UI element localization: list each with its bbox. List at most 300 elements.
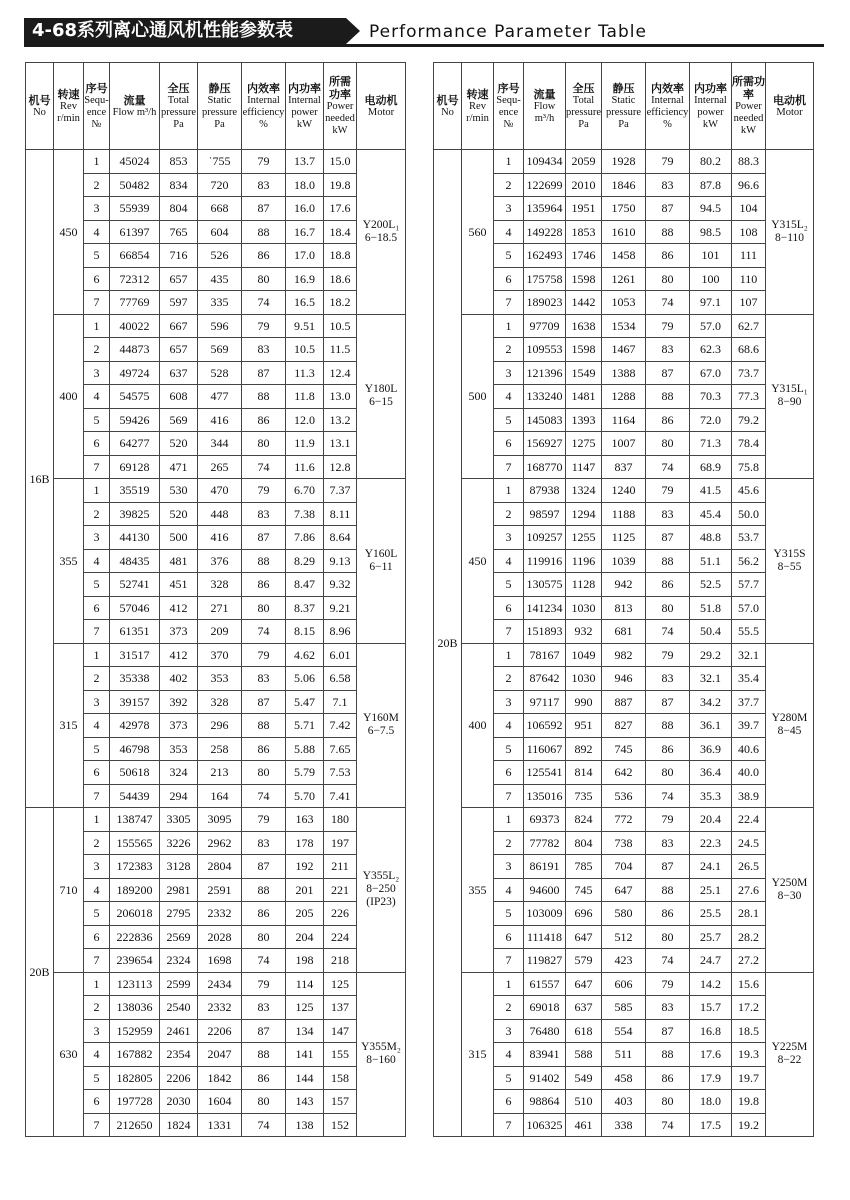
total-pressure-cell: 1324 xyxy=(566,479,602,503)
seq-cell: 2 xyxy=(84,831,110,855)
power-needed-cell: 147 xyxy=(324,1019,357,1043)
seq-cell: 5 xyxy=(494,408,524,432)
total-pressure-cell: 588 xyxy=(566,1043,602,1067)
efficiency-cell: 80 xyxy=(242,267,286,291)
power-needed-cell: 50.0 xyxy=(732,502,766,526)
efficiency-cell: 79 xyxy=(646,643,690,667)
flow-cell: 97117 xyxy=(524,690,566,714)
seq-cell: 3 xyxy=(84,855,110,879)
power-needed-cell: 152 xyxy=(324,1113,357,1137)
static-pressure-cell: 745 xyxy=(602,737,646,761)
efficiency-cell: 79 xyxy=(646,479,690,503)
static-pressure-cell: 2332 xyxy=(198,902,242,926)
rev-cell: 355 xyxy=(54,479,84,644)
total-pressure-cell: 1638 xyxy=(566,314,602,338)
power-needed-cell: 157 xyxy=(324,1090,357,1114)
header-en: Power needed kW xyxy=(325,101,355,136)
power-needed-cell: 27.6 xyxy=(732,878,766,902)
seq-cell: 2 xyxy=(84,502,110,526)
power-needed-cell: 11.5 xyxy=(324,338,357,362)
seq-cell: 4 xyxy=(494,385,524,409)
efficiency-cell: 86 xyxy=(242,902,286,926)
total-pressure-cell: 657 xyxy=(160,338,198,362)
static-pressure-cell: 2962 xyxy=(198,831,242,855)
flow-cell: 50482 xyxy=(110,173,160,197)
header-cn: 全压 xyxy=(167,81,190,95)
total-pressure-cell: 1393 xyxy=(566,408,602,432)
internal-power-cell: 62.3 xyxy=(690,338,732,362)
seq-cell: 4 xyxy=(494,549,524,573)
internal-power-cell: 87.8 xyxy=(690,173,732,197)
static-pressure-cell: 536 xyxy=(602,784,646,808)
power-needed-cell: 68.6 xyxy=(732,338,766,362)
seq-cell: 1 xyxy=(84,643,110,667)
header-col-motor xyxy=(766,63,814,150)
header-cn: 流量 xyxy=(533,87,556,101)
seq-cell: 5 xyxy=(84,737,110,761)
table-row xyxy=(26,643,406,667)
header-col-static xyxy=(198,63,242,150)
total-pressure-cell: 814 xyxy=(566,761,602,785)
seq-cell: 2 xyxy=(494,667,524,691)
static-pressure-cell: 1698 xyxy=(198,949,242,973)
flow-cell: 106592 xyxy=(524,714,566,738)
power-needed-cell: 78.4 xyxy=(732,432,766,456)
flow-cell: 212650 xyxy=(110,1113,160,1137)
internal-power-cell: 114 xyxy=(286,972,324,996)
power-needed-cell: 12.8 xyxy=(324,455,357,479)
power-needed-cell: 15.6 xyxy=(732,972,766,996)
power-needed-cell: 24.5 xyxy=(732,831,766,855)
internal-power-cell: 72.0 xyxy=(690,408,732,432)
flow-cell: 106325 xyxy=(524,1113,566,1137)
header-en: Rev r/min xyxy=(466,100,489,124)
header-row xyxy=(434,63,814,150)
total-pressure-cell: 696 xyxy=(566,902,602,926)
total-pressure-cell: 1951 xyxy=(566,197,602,221)
internal-power-cell: 41.5 xyxy=(690,479,732,503)
power-needed-cell: 18.5 xyxy=(732,1019,766,1043)
seq-cell: 3 xyxy=(494,690,524,714)
total-pressure-cell: 745 xyxy=(566,878,602,902)
total-pressure-cell: 2461 xyxy=(160,1019,198,1043)
power-needed-cell: 77.3 xyxy=(732,385,766,409)
flow-cell: 40022 xyxy=(110,314,160,338)
seq-cell: 6 xyxy=(494,1090,524,1114)
flow-cell: 76480 xyxy=(524,1019,566,1043)
header-en: Motor xyxy=(367,106,395,118)
power-needed-cell: 56.2 xyxy=(732,549,766,573)
efficiency-cell: 83 xyxy=(242,831,286,855)
seq-cell: 2 xyxy=(84,996,110,1020)
efficiency-cell: 87 xyxy=(646,361,690,385)
header-en: No xyxy=(33,106,46,118)
flow-cell: 59426 xyxy=(110,408,160,432)
seq-cell: 3 xyxy=(494,526,524,550)
total-pressure-cell: 834 xyxy=(160,173,198,197)
table-row xyxy=(434,150,814,174)
seq-cell: 2 xyxy=(494,173,524,197)
header-col-power xyxy=(690,63,732,150)
internal-power-cell: 16.7 xyxy=(286,220,324,244)
seq-cell: 4 xyxy=(84,714,110,738)
internal-power-cell: 5.47 xyxy=(286,690,324,714)
internal-power-cell: 71.3 xyxy=(690,432,732,456)
efficiency-cell: 79 xyxy=(242,808,286,832)
static-pressure-cell: 328 xyxy=(198,573,242,597)
header-cn: 机号 xyxy=(436,93,459,107)
seq-cell: 2 xyxy=(84,338,110,362)
seq-cell: 1 xyxy=(84,150,110,174)
rev-cell: 400 xyxy=(462,643,494,808)
seq-cell: 3 xyxy=(84,361,110,385)
efficiency-cell: 88 xyxy=(242,878,286,902)
static-pressure-cell: 738 xyxy=(602,831,646,855)
static-pressure-cell: 1331 xyxy=(198,1113,242,1137)
total-pressure-cell: 2981 xyxy=(160,878,198,902)
power-needed-cell: 7.65 xyxy=(324,737,357,761)
static-pressure-cell: 720 xyxy=(198,173,242,197)
total-pressure-cell: 2030 xyxy=(160,1090,198,1114)
static-pressure-cell: 827 xyxy=(602,714,646,738)
efficiency-cell: 80 xyxy=(242,925,286,949)
header-cn: 静压 xyxy=(208,81,231,95)
power-needed-cell: 37.7 xyxy=(732,690,766,714)
power-needed-cell: 13.0 xyxy=(324,385,357,409)
efficiency-cell: 80 xyxy=(242,761,286,785)
flow-cell: 52741 xyxy=(110,573,160,597)
efficiency-cell: 74 xyxy=(242,949,286,973)
power-needed-cell: 13.2 xyxy=(324,408,357,432)
header-col-static xyxy=(602,63,646,150)
static-pressure-cell: 1240 xyxy=(602,479,646,503)
seq-cell: 3 xyxy=(494,197,524,221)
flow-cell: 94600 xyxy=(524,878,566,902)
efficiency-cell: 74 xyxy=(646,1113,690,1137)
header-col-rev xyxy=(462,63,494,150)
seq-cell: 7 xyxy=(84,455,110,479)
total-pressure-cell: 892 xyxy=(566,737,602,761)
static-pressure-cell: 448 xyxy=(198,502,242,526)
seq-cell: 3 xyxy=(494,1019,524,1043)
flow-cell: 135016 xyxy=(524,784,566,808)
rev-cell: 560 xyxy=(462,150,494,315)
machine-number-cell: 20B xyxy=(26,808,54,1137)
power-needed-cell: 18.6 xyxy=(324,267,357,291)
rev-cell: 710 xyxy=(54,808,84,973)
static-pressure-cell: 3095 xyxy=(198,808,242,832)
header-en: Internal efficiency % xyxy=(646,94,689,130)
efficiency-cell: 86 xyxy=(242,1066,286,1090)
static-pressure-cell: 258 xyxy=(198,737,242,761)
efficiency-cell: 83 xyxy=(646,831,690,855)
header-cn: 序号 xyxy=(497,81,520,95)
total-pressure-cell: 451 xyxy=(160,573,198,597)
seq-cell: 2 xyxy=(494,338,524,362)
flow-cell: 138747 xyxy=(110,808,160,832)
total-pressure-cell: 637 xyxy=(160,361,198,385)
efficiency-cell: 88 xyxy=(646,385,690,409)
header-cn: 序号 xyxy=(85,81,108,95)
efficiency-cell: 87 xyxy=(242,197,286,221)
header-cn: 内效率 xyxy=(247,81,280,95)
power-needed-cell: 13.1 xyxy=(324,432,357,456)
power-needed-cell: 35.4 xyxy=(732,667,766,691)
table-row xyxy=(26,314,406,338)
total-pressure-cell: 647 xyxy=(566,972,602,996)
internal-power-cell: 32.1 xyxy=(690,667,732,691)
flow-cell: 156927 xyxy=(524,432,566,456)
efficiency-cell: 74 xyxy=(242,1113,286,1137)
header-en: Power needed kW xyxy=(733,101,764,136)
static-pressure-cell: 271 xyxy=(198,596,242,620)
total-pressure-cell: 2354 xyxy=(160,1043,198,1067)
power-needed-cell: 73.7 xyxy=(732,361,766,385)
flow-cell: 133240 xyxy=(524,385,566,409)
static-pressure-cell: 1053 xyxy=(602,291,646,315)
power-needed-cell: 88.3 xyxy=(732,150,766,174)
rev-cell: 315 xyxy=(54,643,84,808)
seq-cell: 3 xyxy=(84,526,110,550)
header-col-eff xyxy=(646,63,690,150)
efficiency-cell: 80 xyxy=(646,432,690,456)
internal-power-cell: 51.8 xyxy=(690,596,732,620)
internal-power-cell: 25.7 xyxy=(690,925,732,949)
internal-power-cell: 134 xyxy=(286,1019,324,1043)
total-pressure-cell: 618 xyxy=(566,1019,602,1043)
motor-cell: Y355M₂ 8−160 xyxy=(357,972,406,1137)
header-cn: 转速 xyxy=(57,87,80,101)
efficiency-cell: 83 xyxy=(242,667,286,691)
seq-cell: 2 xyxy=(494,996,524,1020)
efficiency-cell: 79 xyxy=(242,643,286,667)
flow-cell: 119827 xyxy=(524,949,566,973)
flow-cell: 78167 xyxy=(524,643,566,667)
header-col-seq xyxy=(84,63,110,150)
internal-power-cell: 17.9 xyxy=(690,1066,732,1090)
power-needed-cell: 9.13 xyxy=(324,549,357,573)
flow-cell: 189200 xyxy=(110,878,160,902)
header-en: Total pressure Pa xyxy=(161,94,196,130)
static-pressure-cell: 1007 xyxy=(602,432,646,456)
efficiency-cell: 87 xyxy=(646,197,690,221)
static-pressure-cell: 580 xyxy=(602,902,646,926)
total-pressure-cell: 1598 xyxy=(566,338,602,362)
flow-cell: 151893 xyxy=(524,620,566,644)
flow-cell: 130575 xyxy=(524,573,566,597)
efficiency-cell: 80 xyxy=(646,596,690,620)
motor-cell: Y315S 8−55 xyxy=(766,479,814,644)
internal-power-cell: 141 xyxy=(286,1043,324,1067)
seq-cell: 5 xyxy=(84,408,110,432)
efficiency-cell: 79 xyxy=(646,972,690,996)
flow-cell: 97709 xyxy=(524,314,566,338)
title-en: Performance Parameter Table xyxy=(369,22,647,42)
flow-cell: 168770 xyxy=(524,455,566,479)
seq-cell: 4 xyxy=(494,714,524,738)
efficiency-cell: 83 xyxy=(646,502,690,526)
rev-cell: 355 xyxy=(462,808,494,973)
seq-cell: 7 xyxy=(494,455,524,479)
total-pressure-cell: 520 xyxy=(160,502,198,526)
flow-cell: 121396 xyxy=(524,361,566,385)
seq-cell: 7 xyxy=(84,620,110,644)
internal-power-cell: 34.2 xyxy=(690,690,732,714)
flow-cell: 46798 xyxy=(110,737,160,761)
total-pressure-cell: 1481 xyxy=(566,385,602,409)
flow-cell: 87642 xyxy=(524,667,566,691)
internal-power-cell: 8.37 xyxy=(286,596,324,620)
efficiency-cell: 74 xyxy=(646,620,690,644)
power-needed-cell: 12.4 xyxy=(324,361,357,385)
internal-power-cell: 4.62 xyxy=(286,643,324,667)
header-cn: 内效率 xyxy=(651,81,684,95)
power-needed-cell: 7.41 xyxy=(324,784,357,808)
internal-power-cell: 18.0 xyxy=(690,1090,732,1114)
internal-power-cell: 5.79 xyxy=(286,761,324,785)
internal-power-cell: 22.3 xyxy=(690,831,732,855)
internal-power-cell: 11.6 xyxy=(286,455,324,479)
power-needed-cell: 8.96 xyxy=(324,620,357,644)
flow-cell: 138036 xyxy=(110,996,160,1020)
total-pressure-cell: 853 xyxy=(160,150,198,174)
efficiency-cell: 88 xyxy=(242,385,286,409)
total-pressure-cell: 2599 xyxy=(160,972,198,996)
seq-cell: 6 xyxy=(84,596,110,620)
seq-cell: 3 xyxy=(84,690,110,714)
seq-cell: 1 xyxy=(494,314,524,338)
power-needed-cell: 26.5 xyxy=(732,855,766,879)
flow-cell: 87938 xyxy=(524,479,566,503)
total-pressure-cell: 1196 xyxy=(566,549,602,573)
power-needed-cell: 104 xyxy=(732,197,766,221)
power-needed-cell: 8.11 xyxy=(324,502,357,526)
total-pressure-cell: 804 xyxy=(160,197,198,221)
seq-cell: 5 xyxy=(494,902,524,926)
power-needed-cell: 197 xyxy=(324,831,357,855)
motor-cell: Y160M 6−7.5 xyxy=(357,643,406,808)
seq-cell: 3 xyxy=(84,1019,110,1043)
total-pressure-cell: 2010 xyxy=(566,173,602,197)
header-cn: 全压 xyxy=(572,81,595,95)
static-pressure-cell: 942 xyxy=(602,573,646,597)
efficiency-cell: 86 xyxy=(242,573,286,597)
header-en: No xyxy=(441,106,454,118)
static-pressure-cell: 1039 xyxy=(602,549,646,573)
internal-power-cell: 15.7 xyxy=(690,996,732,1020)
flow-cell: 49724 xyxy=(110,361,160,385)
seq-cell: 7 xyxy=(494,1113,524,1137)
efficiency-cell: 87 xyxy=(242,690,286,714)
flow-cell: 77782 xyxy=(524,831,566,855)
power-needed-cell: 18.4 xyxy=(324,220,357,244)
static-pressure-cell: 164 xyxy=(198,784,242,808)
flow-cell: 42978 xyxy=(110,714,160,738)
static-pressure-cell: 1534 xyxy=(602,314,646,338)
flow-cell: 145083 xyxy=(524,408,566,432)
parameter-table-right xyxy=(433,62,814,1137)
header-cn: 所需功率 xyxy=(732,75,765,101)
seq-cell: 6 xyxy=(494,761,524,785)
static-pressure-cell: 837 xyxy=(602,455,646,479)
efficiency-cell: 79 xyxy=(242,479,286,503)
flow-cell: 44873 xyxy=(110,338,160,362)
efficiency-cell: 74 xyxy=(646,291,690,315)
seq-cell: 1 xyxy=(494,972,524,996)
internal-power-cell: 57.0 xyxy=(690,314,732,338)
flow-cell: 239654 xyxy=(110,949,160,973)
power-needed-cell: 38.9 xyxy=(732,784,766,808)
static-pressure-cell: 416 xyxy=(198,526,242,550)
flow-cell: 98864 xyxy=(524,1090,566,1114)
efficiency-cell: 80 xyxy=(242,1090,286,1114)
power-needed-cell: 158 xyxy=(324,1066,357,1090)
power-needed-cell: 45.6 xyxy=(732,479,766,503)
power-needed-cell: 6.58 xyxy=(324,667,357,691)
seq-cell: 2 xyxy=(84,667,110,691)
efficiency-cell: 88 xyxy=(646,714,690,738)
power-needed-cell: 7.37 xyxy=(324,479,357,503)
total-pressure-cell: 1746 xyxy=(566,244,602,268)
static-pressure-cell: 328 xyxy=(198,690,242,714)
power-needed-cell: 17.6 xyxy=(324,197,357,221)
total-pressure-cell: 765 xyxy=(160,220,198,244)
seq-cell: 5 xyxy=(84,902,110,926)
machine-number-cell: 16B xyxy=(26,150,54,808)
flow-cell: 206018 xyxy=(110,902,160,926)
table-row xyxy=(434,479,814,503)
efficiency-cell: 87 xyxy=(646,1019,690,1043)
static-pressure-cell: 1125 xyxy=(602,526,646,550)
seq-cell: 7 xyxy=(494,291,524,315)
power-needed-cell: 19.3 xyxy=(732,1043,766,1067)
efficiency-cell: 87 xyxy=(646,690,690,714)
efficiency-cell: 88 xyxy=(242,1043,286,1067)
internal-power-cell: 25.1 xyxy=(690,878,732,902)
power-needed-cell: 55.5 xyxy=(732,620,766,644)
flow-cell: 54439 xyxy=(110,784,160,808)
header-col-flow xyxy=(110,63,160,150)
internal-power-cell: 18.0 xyxy=(286,173,324,197)
static-pressure-cell: 1261 xyxy=(602,267,646,291)
title-rule xyxy=(24,44,824,47)
efficiency-cell: 83 xyxy=(242,996,286,1020)
flow-cell: 69128 xyxy=(110,455,160,479)
power-needed-cell: 125 xyxy=(324,972,357,996)
seq-cell: 1 xyxy=(494,479,524,503)
internal-power-cell: 7.86 xyxy=(286,526,324,550)
static-pressure-cell: 526 xyxy=(198,244,242,268)
static-pressure-cell: 209 xyxy=(198,620,242,644)
seq-cell: 1 xyxy=(84,808,110,832)
header-col-power xyxy=(286,63,324,150)
internal-power-cell: 11.9 xyxy=(286,432,324,456)
flow-cell: 39825 xyxy=(110,502,160,526)
static-pressure-cell: 512 xyxy=(602,925,646,949)
static-pressure-cell: 887 xyxy=(602,690,646,714)
seq-cell: 4 xyxy=(84,549,110,573)
flow-cell: 66854 xyxy=(110,244,160,268)
flow-cell: 152959 xyxy=(110,1019,160,1043)
internal-power-cell: 14.2 xyxy=(690,972,732,996)
static-pressure-cell: 511 xyxy=(602,1043,646,1067)
internal-power-cell: 178 xyxy=(286,831,324,855)
motor-cell: Y315L₂ 8−110 xyxy=(766,150,814,315)
seq-cell: 3 xyxy=(494,855,524,879)
efficiency-cell: 80 xyxy=(242,432,286,456)
efficiency-cell: 86 xyxy=(646,737,690,761)
total-pressure-cell: 735 xyxy=(566,784,602,808)
